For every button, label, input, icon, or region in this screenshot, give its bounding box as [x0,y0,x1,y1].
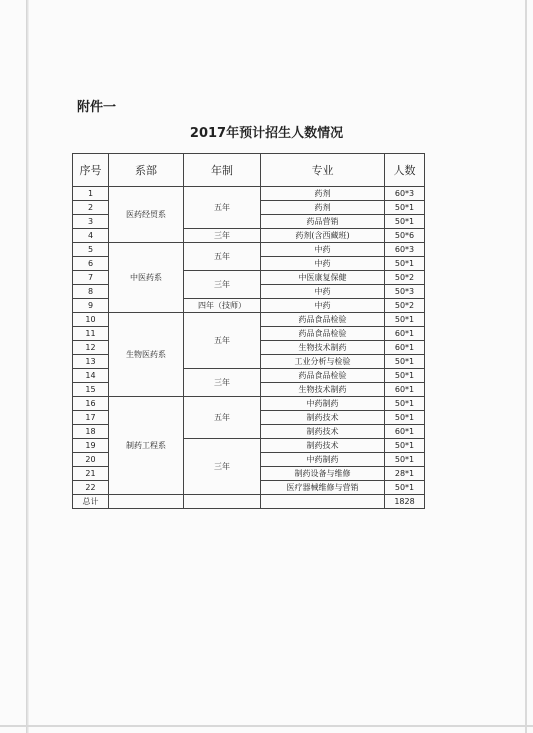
count-cell: 28*1 [385,467,425,481]
header-no: 序号 [73,154,109,187]
row-number: 21 [73,467,109,481]
row-number: 19 [73,439,109,453]
major-cell: 制药技术 [261,439,385,453]
table-header-row [73,154,425,187]
count-cell: 50*1 [385,453,425,467]
department-cell: 生物医药系 [109,313,184,397]
row-number: 12 [73,341,109,355]
row-number: 14 [73,369,109,383]
major-cell: 药剂(含西藏班) [261,229,385,243]
duration-cell: 五年 [184,187,261,229]
duration-cell: 三年 [184,439,261,495]
total-empty-cell [109,495,184,509]
enrollment-table [72,153,425,509]
duration-cell: 五年 [184,313,261,369]
count-cell: 60*3 [385,243,425,257]
document-title: 2017年预计招生人数情况 [189,126,344,141]
major-cell: 中药制药 [261,453,385,467]
row-number: 6 [73,257,109,271]
row-number: 7 [73,271,109,285]
department-cell: 制药工程系 [109,397,184,495]
duration-cell: 四年（技师） [184,299,261,313]
table-row [73,397,425,411]
total-label: 总计 [73,495,109,509]
major-cell: 中药 [261,257,385,271]
major-cell: 药剂 [261,201,385,215]
major-cell: 中医康复保健 [261,271,385,285]
count-cell: 50*1 [385,215,425,229]
attachment-label: 附件一 [77,100,117,115]
count-cell: 50*1 [385,481,425,495]
count-cell: 50*1 [385,369,425,383]
department-cell: 医药经贸系 [109,187,184,243]
count-cell: 60*1 [385,341,425,355]
scan-right-edge [525,0,527,733]
table-row [73,243,425,257]
row-number: 20 [73,453,109,467]
count-cell: 50*2 [385,299,425,313]
major-cell: 中药 [261,299,385,313]
row-number: 17 [73,411,109,425]
row-number: 4 [73,229,109,243]
row-number: 22 [73,481,109,495]
table-row [73,187,425,201]
count-cell: 60*1 [385,425,425,439]
count-cell: 50*1 [385,355,425,369]
row-number: 2 [73,201,109,215]
total-empty-cell [261,495,385,509]
table-row [73,313,425,327]
major-cell: 工业分析与检验 [261,355,385,369]
count-cell: 50*1 [385,439,425,453]
department-cell: 中医药系 [109,243,184,313]
count-cell: 50*1 [385,397,425,411]
major-cell: 生物技术制药 [261,383,385,397]
major-cell: 药品营销 [261,215,385,229]
count-cell: 60*1 [385,383,425,397]
major-cell: 制药技术 [261,425,385,439]
duration-cell: 三年 [184,271,261,299]
major-cell: 中药 [261,285,385,299]
count-cell: 60*3 [385,187,425,201]
row-number: 1 [73,187,109,201]
row-number: 18 [73,425,109,439]
header-count: 人数 [385,154,425,187]
major-cell: 制药设备与维修 [261,467,385,481]
scan-left-edge [26,0,29,733]
major-cell: 药品食品检验 [261,313,385,327]
count-cell: 50*1 [385,257,425,271]
duration-cell: 三年 [184,369,261,397]
header-major: 专业 [261,154,385,187]
major-cell: 医疗器械维修与营销 [261,481,385,495]
count-cell: 50*1 [385,201,425,215]
total-row [73,495,425,509]
major-cell: 中药 [261,243,385,257]
header-department: 系部 [109,154,184,187]
count-cell: 60*1 [385,327,425,341]
row-number: 3 [73,215,109,229]
major-cell: 生物技术制药 [261,341,385,355]
count-cell: 50*3 [385,285,425,299]
count-cell: 50*6 [385,229,425,243]
row-number: 10 [73,313,109,327]
duration-cell: 五年 [184,397,261,439]
major-cell: 制药技术 [261,411,385,425]
duration-cell: 五年 [184,243,261,271]
major-cell: 药剂 [261,187,385,201]
total-value: 1828 [385,495,425,509]
row-number: 13 [73,355,109,369]
major-cell: 药品食品检验 [261,369,385,383]
scan-bottom-edge [0,725,533,727]
count-cell: 50*2 [385,271,425,285]
major-cell: 中药制药 [261,397,385,411]
count-cell: 50*1 [385,411,425,425]
row-number: 5 [73,243,109,257]
total-empty-cell [184,495,261,509]
row-number: 11 [73,327,109,341]
row-number: 9 [73,299,109,313]
row-number: 8 [73,285,109,299]
header-duration: 年制 [184,154,261,187]
row-number: 15 [73,383,109,397]
major-cell: 药品食品检验 [261,327,385,341]
duration-cell: 三年 [184,229,261,243]
count-cell: 50*1 [385,313,425,327]
row-number: 16 [73,397,109,411]
